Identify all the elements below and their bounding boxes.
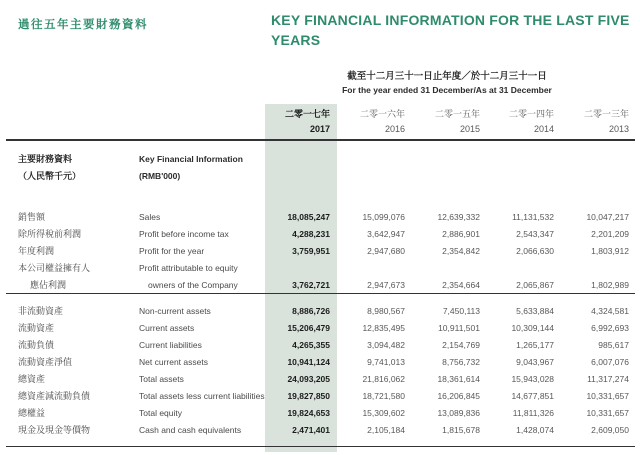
value-cell: 3,762,721 [292,279,330,290]
value-cell: 7,450,113 [442,305,480,316]
value-cell: 1,803,912 [591,245,629,256]
year-label-chinese-2016: 二零一六年 [359,109,405,119]
value-cell: 2,354,664 [442,279,480,290]
row-label-chinese: 除所得稅前利潤 [18,229,82,239]
year-label-2014: 2014 [533,124,554,134]
value-cell: 1,815,678 [442,424,480,435]
value-cell: 8,756,732 [442,356,480,367]
value-cell: 3,642,947 [367,228,405,239]
table-row [6,421,635,438]
value-cell: 2,154,769 [442,339,480,350]
row-label-chinese: 流動資產淨值 [18,357,73,367]
row-label-english: owners of the Company [148,279,238,290]
value-cell: 2,066,630 [516,245,554,256]
value-cell: 3,094,482 [367,339,405,350]
value-cell: 15,309,602 [362,407,405,418]
value-cell: 11,317,274 [587,373,629,384]
value-cell: 2,947,673 [367,279,405,290]
value-cell: 2,354,842 [442,245,480,256]
row-label-chinese: （人民幣千元） [18,171,82,181]
table-body [6,150,635,447]
value-cell: 4,265,355 [292,339,330,350]
value-cell: 10,331,657 [586,390,629,401]
row-label-chinese: 流動負債 [18,340,55,350]
value-cell: 16,206,845 [437,390,480,401]
table-row [6,242,635,259]
value-cell: 21,816,062 [362,373,405,384]
row-label-english: Total equity [139,407,182,418]
row-label-chinese: 應佔利潤 [30,280,67,290]
value-cell: 2,543,347 [516,228,554,239]
value-cell: 2,471,401 [292,424,330,435]
row-label-chinese: 現金及現金等價物 [18,425,91,435]
year-label-chinese-2014: 二零一四年 [508,109,554,119]
value-cell: 2,105,184 [367,424,405,435]
row-label-chinese: 總資產減流動負債 [18,391,91,401]
value-cell: 2,201,209 [591,228,629,239]
value-cell: 19,824,653 [287,407,330,418]
table-row [6,208,635,225]
value-cell: 14,677,851 [511,390,554,401]
value-cell: 15,943,028 [511,373,554,384]
year-header-row [6,124,635,134]
value-cell: 9,043,967 [516,356,554,367]
table-row [6,353,635,370]
value-cell: 9,741,013 [367,356,405,367]
value-cell: 8,980,567 [367,305,405,316]
value-cell: 3,759,951 [292,245,330,256]
row-label-english: Key Financial Information [139,153,243,164]
row-label-english: Cash and cash equivalents [139,424,242,435]
five-year-financial-table [6,0,635,455]
value-cell: 2,065,867 [516,279,554,290]
value-cell: 1,265,177 [516,339,554,350]
year-label-2016: 2016 [384,124,405,134]
value-cell: 15,099,076 [362,211,405,222]
value-cell: 10,047,217 [586,211,629,222]
table-row [6,387,635,404]
value-cell: 12,639,332 [437,211,480,222]
row-spacer [6,184,635,208]
value-cell: 18,085,247 [287,211,330,222]
value-cell: 10,941,124 [287,356,330,367]
row-spacer [6,294,635,302]
value-cell: 8,886,726 [292,305,330,316]
row-label-english: Net current assets [139,356,208,367]
value-cell: 11,131,532 [512,211,554,222]
period-header-english: For the year ended 31 December/As at 31 December [342,85,552,95]
row-label-english: (RMB'000) [139,170,181,181]
value-cell: 2,947,680 [367,245,405,256]
value-cell: 10,911,501 [438,322,480,333]
value-cell: 19,827,850 [287,390,330,401]
value-cell: 4,288,231 [292,228,330,239]
value-cell: 13,089,836 [437,407,480,418]
table-row [6,370,635,387]
row-label-english: Current assets [139,322,195,333]
table-row [6,276,635,293]
row-label-chinese: 本公司權益擁有人 [18,263,91,273]
row-label-chinese: 年度利潤 [18,246,55,256]
value-cell: 24,093,205 [287,373,330,384]
row-label-chinese: 非流動資產 [18,306,64,316]
row-label-english: Profit for the year [139,245,205,256]
row-spacer [6,438,635,446]
value-cell: 5,633,884 [516,305,554,316]
row-label-english: Profit before income tax [139,228,229,239]
table-row [6,150,635,167]
table-row [6,319,635,336]
year-label-2013: 2013 [608,124,629,134]
row-label-english: Sales [139,211,161,222]
value-cell: 2,886,901 [442,228,480,239]
table-row [6,167,635,184]
row-label-chinese: 主要財務資料 [18,154,73,164]
period-header-chinese: 截至十二月三十一日止年度／於十二月三十一日 [347,71,547,82]
value-cell: 2,609,050 [591,424,629,435]
value-cell: 6,007,076 [591,356,629,367]
value-cell: 15,206,479 [287,322,330,333]
row-label-english: Current liabilities [139,339,202,350]
value-cell: 4,324,581 [591,305,629,316]
row-label-english: Non-current assets [139,305,211,316]
value-cell: 985,617 [598,339,629,350]
value-cell: 18,721,580 [362,390,405,401]
table-row [6,404,635,421]
table-row [6,336,635,353]
row-label-chinese: 流動資產 [18,323,55,333]
year-label-chinese-2015: 二零一五年 [434,109,480,119]
value-cell: 1,802,989 [591,279,629,290]
year-label-chinese-2017: 二零一七年 [284,109,330,119]
value-cell: 10,309,144 [511,322,554,333]
table-top-rule [6,139,635,141]
value-cell: 10,331,657 [586,407,629,418]
table-row [6,225,635,242]
row-label-chinese: 總資產 [18,374,46,384]
year-label-chinese-2013: 二零一三年 [583,109,629,119]
year-label-2015: 2015 [459,124,480,134]
year-header-chinese-row [6,107,635,120]
page-title-english: KEY FINANCIAL INFORMATION FOR THE LAST FIVE YEARS [271,12,630,48]
value-cell: 18,361,614 [437,373,480,384]
table-row [6,259,635,276]
value-cell: 6,992,693 [591,322,629,333]
value-cell: 1,428,074 [516,424,554,435]
row-label-english: Total assets [139,373,184,384]
row-label-chinese: 銷售額 [18,212,46,222]
page-title-chinese: 過往五年主要財務資料 [18,19,148,31]
row-label-english: Profit attributable to equity [139,262,238,273]
table-row [6,302,635,319]
year-label-2017: 2017 [309,124,330,134]
row-label-chinese: 總權益 [18,408,46,418]
value-cell: 11,811,326 [512,407,554,418]
value-cell: 12,835,495 [362,322,405,333]
table-rule [6,446,635,447]
row-label-english: Total assets less current liabilities [139,390,265,401]
